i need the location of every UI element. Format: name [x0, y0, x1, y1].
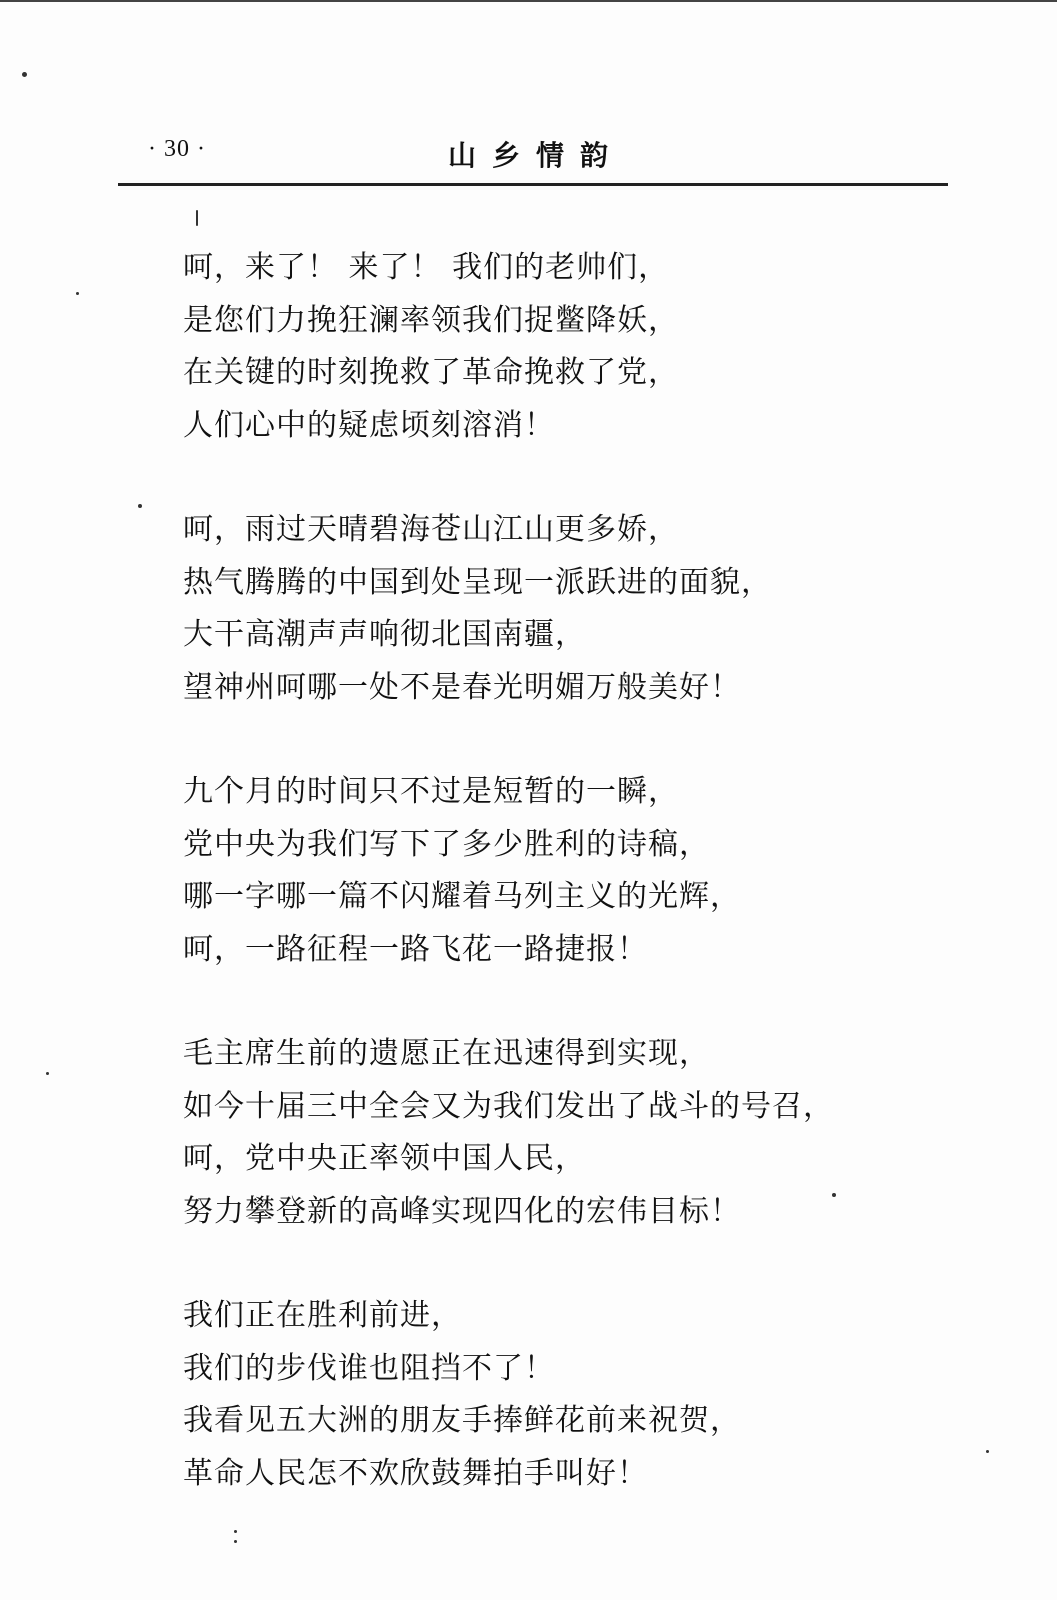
scan-speck	[196, 210, 198, 226]
poem-line: 热气腾腾的中国到处呈现一派跃进的面貌，	[183, 564, 772, 600]
poem-line: 呵，党中央正率领中国人民，	[183, 1141, 586, 1176]
poem-line: 哪一字哪一篇不闪耀着马列主义的光辉，	[183, 879, 741, 914]
poem-body	[183, 242, 963, 1552]
poem-line: 望神州呵哪一处不是春光明媚万般美好！	[183, 669, 741, 705]
scan-speck	[138, 504, 142, 508]
poem-line: 我看见五大洲的朋友手捧鲜花前来祝贺，	[183, 1403, 741, 1438]
scan-speck	[22, 72, 27, 77]
scan-speck	[46, 1072, 49, 1075]
poem-line: 在关键的时刻挽救了革命挽救了党，	[183, 355, 679, 390]
poem-line: 人们心中的疑虑顷刻溶消！	[183, 407, 555, 443]
poem-line: 如今十届三中全会又为我们发出了战斗的号召，	[183, 1088, 834, 1124]
poem-line: 九个月的时间只不过是短暂的一瞬，	[183, 774, 679, 809]
scan-speck	[986, 1450, 989, 1453]
poem-line: 呵，来了！ 来了！ 我们的老帅们，	[183, 250, 670, 285]
scan-speck	[234, 1530, 237, 1533]
poem-line: 我们正在胜利前进，	[183, 1298, 462, 1333]
page-number: · 30 ·	[148, 136, 206, 162]
stanza	[183, 504, 963, 714]
stanza	[183, 1290, 963, 1500]
stanza	[183, 242, 963, 452]
page-header	[148, 136, 948, 176]
poem-line: 大干高潮声声响彻北国南疆，	[183, 617, 586, 652]
book-title: 山乡情韵	[448, 139, 625, 172]
stanza	[183, 766, 963, 976]
scan-top-edge	[0, 0, 1057, 2]
poem-line: 是您们力挽狂澜率领我们捉鳖降妖，	[183, 302, 679, 338]
poem-line: 毛主席生前的遗愿正在迅速得到实现，	[183, 1036, 710, 1071]
poem-line: 呵，一路征程一路飞花一路捷报！	[183, 931, 648, 967]
poem-line: 努力攀登新的高峰实现四化的宏伟目标！	[183, 1193, 741, 1229]
scan-speck	[832, 1193, 836, 1197]
stanza	[183, 1028, 963, 1238]
header-rule	[118, 183, 948, 186]
poem-line: 我们的步伐谁也阻挡不了！	[183, 1350, 555, 1386]
poem-line: 呵，雨过天晴碧海苍山江山更多娇，	[183, 512, 679, 547]
scan-speck	[234, 1540, 237, 1543]
scan-speck	[76, 292, 79, 295]
poem-line: 革命人民怎不欢欣鼓舞拍手叫好！	[183, 1455, 648, 1491]
poem-line: 党中央为我们写下了多少胜利的诗稿，	[183, 826, 710, 862]
